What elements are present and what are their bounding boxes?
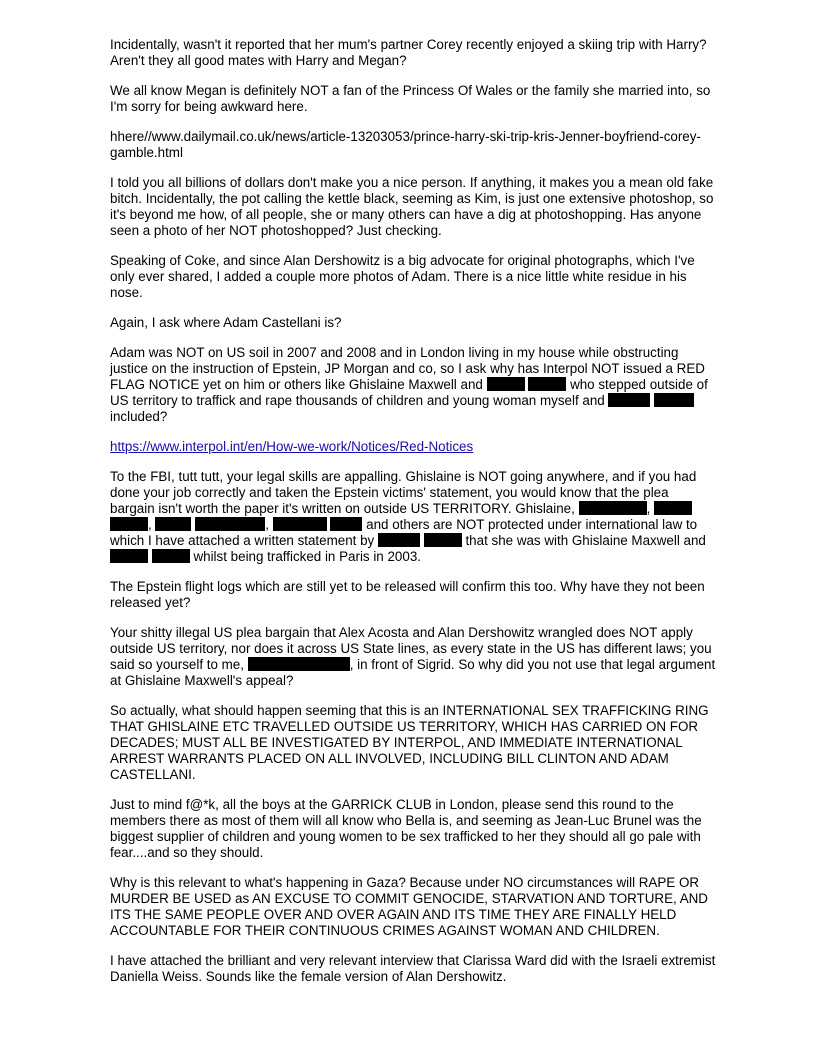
paragraph-gaza: Why is this relevant to what's happening in Gaza? Because under NO circumstances will RAPE OR MURDER BE USED as AN EXCUSE TO COMMIT GENOCIDE, STARVATION AND TORTURE, AND ITS THE SAME PEOPLE OVER AND OVER AGAIN AND ITS TIME THEY ARE FINALLY HELD ACCOUNTABLE FOR THEIR CONTINUOUS CRIMES AGAINST WOMAN AND CHILDREN. [110,875,708,938]
paragraph-skiing-trip: Incidentally, wasn't it reported that her mum's partner Corey recently enjoyed a skiing trip with Harry? Aren't they all good mates with Harry and Megan? [110,37,707,68]
paragraph-flight-logs: The Epstein flight logs which are still yet to be released will confirm this too. Why have they not been released yet? [110,579,705,610]
paragraph-plea-text-1: Your shitty illegal US plea bargain that Alex Acosta and Alan Dershowitz wrangled does NOT apply outside US territory, nor does it across US State lines, as every state in the US has different laws; you said so yourself to me, [110,625,712,672]
redaction-block [195,517,265,531]
paragraph-to-the-fbi [110,469,716,565]
redaction-block [378,533,420,547]
redaction-block [152,549,190,563]
redaction-block [110,549,148,563]
redaction-block [155,517,191,531]
interpol-red-notices-link[interactable]: https://www.interpol.int/en/How-we-work/Notices/Red-Notices [110,439,474,454]
paragraph-red-flag-text-3: included? [110,409,168,424]
paragraph-plea-bargain [110,625,716,689]
paragraph-fbi-text-1: To the FBI, tutt tutt, your legal skills are appalling. Ghislaine is NOT going anywhere, and if you had done your job correctly and taken the Epstein victims' statement, you would know that the plea bargain isn't worth the paper it's written on outside US TERRITORY. Ghislaine, [110,469,697,516]
redaction-block [608,393,650,407]
redaction-block [487,377,525,391]
paragraph-billions-of-dollars: I told you all billions of dollars don't make you a nice person. If anything, it makes you a mean old fake bitch. Incidentally, the pot calling the kettle black, seeming as Kim, is just one extensive photoshop, so it's beyond me how, of all people, she or many others can have a dig at photoshopping. Has anyone seen a photo of her NOT photoshopped? Just checking. [110,175,714,238]
paragraph-red-flag-text-1: Adam was NOT on US soil in 2007 and 2008 and in London living in my house while obstructing justice on the instruction of Epstein, JP Morgan and co, so I ask why has Interpol NOT issued a RED FLAG NOTICE yet on him or others like Ghislaine Maxwell and [110,345,705,392]
redaction-block [528,377,566,391]
paragraph-plea-text-2: , in front of Sigrid. So why did you not use that legal argument at Ghislaine Maxwell's appeal? [110,657,716,688]
paragraph-garrick-club: Just to mind f@*k, all the boys at the GARRICK CLUB in London, please send this round to the members there as most of them will all know who Bella is, and seeming as Jean-Luc Brunel was the biggest supplier of children and young women to be sex trafficked to her they should all go pale with fear....and so they should. [110,797,702,860]
redaction-block [654,501,692,515]
comma-separator: , [265,517,269,532]
paragraph-international-ring: So actually, what should happen seeming that this is an INTERNATIONAL SEX TRAFFICKING RING THAT GHISLAINE ETC TRAVELLED OUTSIDE US TERRITORY, WHICH HAS CARRIED ON FOR DECADES; MUST ALL BE INVESTIGATED BY INTERPOL, AND IMMEDIATE INTERNATIONAL ARREST WARRANTS PLACED ON ALL INVOLVED, INCLUDING BILL CLINTON AND ADAM CASTELLANI. [110,703,709,782]
redaction-block [654,393,694,407]
redaction-block [424,533,462,547]
redaction-block [330,517,362,531]
paragraph-interview: I have attached the brilliant and very relevant interview that Clarissa Ward did with the Israeli extremist Daniella Weiss. Sounds like the female version of Alan Dershowitz. [110,953,716,984]
paragraph-interpol-link-wrapper [110,439,716,455]
redaction-block [273,517,327,531]
redaction-block [619,501,647,515]
redaction-block [579,501,619,515]
comma-separator: , [646,501,651,516]
redaction-block [110,517,148,531]
paragraph-fbi-text-4: whilst being trafficked in Paris in 2003. [193,549,421,564]
paragraph-speaking-of-coke: Speaking of Coke, and since Alan Dershowitz is a big advocate for original photographs, which I've only ever shared, I added a couple more photos of Adam. There is a nice little white residue in his nose. [110,253,695,300]
paragraph-princess-of-wales: We all know Megan is definitely NOT a fan of the Princess Of Wales or the family she married into, so I'm sorry for being awkward here. [110,83,711,114]
paragraph-where-is-adam: Again, I ask where Adam Castellani is? [110,315,342,330]
paragraph-red-flag-text-2: who stepped outside of US territory to traffick and rape thousands of children and young woman myself and [110,377,708,408]
paragraph-fbi-text-3: that she was with Ghislaine Maxwell and [465,533,706,548]
comma-separator: , [148,517,152,532]
redaction-block [248,657,350,671]
paragraph-fbi-text-2: and others are NOT protected under international law to which I have attached a written statement by [110,517,698,548]
paragraph-dailymail-url: hhere//www.dailymail.co.uk/news/article-13203053/prince-harry-ski-trip-kris-Jenner-boyfriend-corey-gamble.html [110,129,701,160]
paragraph-red-flag-notice [110,345,716,425]
